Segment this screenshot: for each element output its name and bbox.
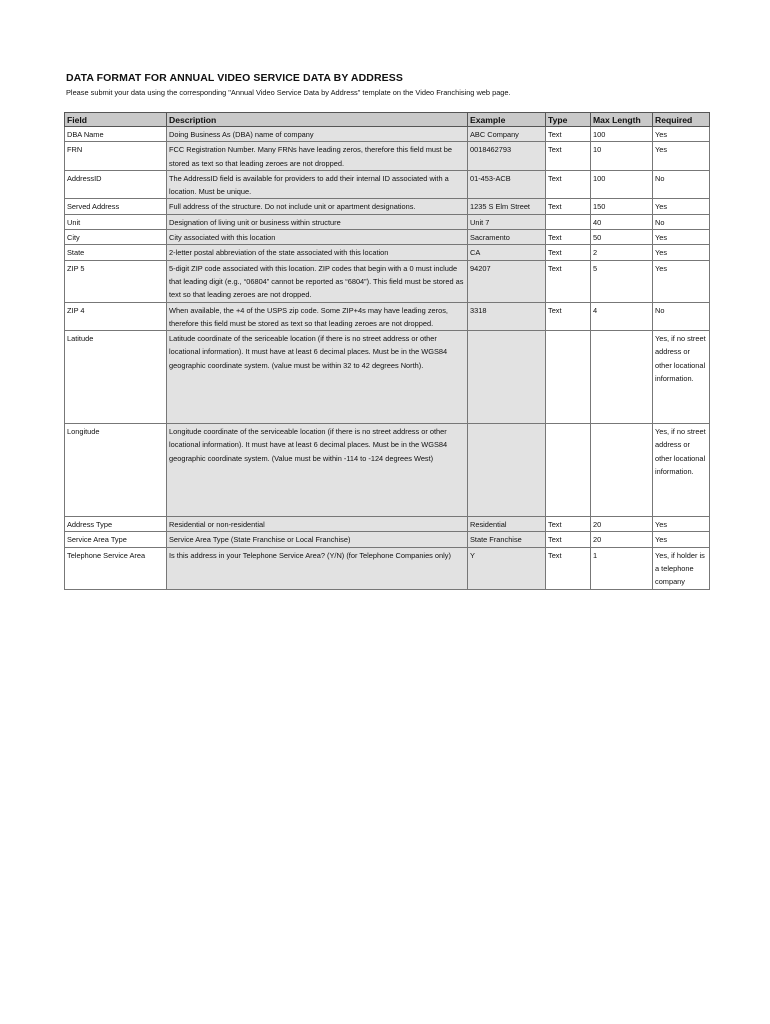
cell-example: Y: [468, 547, 546, 589]
header-description: Description: [167, 113, 468, 127]
cell-max-length: 20: [591, 532, 653, 547]
table-row: [65, 532, 710, 547]
cell-required: No: [653, 302, 710, 331]
cell-example: Sacramento: [468, 230, 546, 245]
cell-description: Residential or non-residential: [167, 517, 468, 532]
cell-type: [546, 424, 591, 517]
cell-field: Unit: [65, 214, 167, 229]
table-row: [65, 517, 710, 532]
cell-field: Latitude: [65, 331, 167, 424]
cell-field: Address Type: [65, 517, 167, 532]
cell-description: FCC Registration Number. Many FRNs have leading zeros, therefore this field must be stored as text so that leading zeroes are not dropped.: [167, 142, 468, 171]
cell-description: Designation of living unit or business within structure: [167, 214, 468, 229]
table-row: [65, 260, 710, 302]
page-subtitle: Please submit your data using the corresponding "Annual Video Service Data by Address" template on the Video Franchising web page.: [66, 88, 511, 97]
cell-required: No: [653, 214, 710, 229]
page-title: DATA FORMAT FOR ANNUAL VIDEO SERVICE DATA BY ADDRESS: [66, 72, 403, 84]
cell-example: 01-453-ACB: [468, 170, 546, 199]
cell-required: Yes: [653, 260, 710, 302]
cell-type: Text: [546, 127, 591, 142]
cell-max-length: [591, 331, 653, 424]
cell-description: 5-digit ZIP code associated with this location. ZIP codes that begin with a 0 must include that leading digit (e.g., “06804” cannot be reported as “6804”). This field must be stored as text so that leading zeroes are not dropped.: [167, 260, 468, 302]
cell-max-length: [591, 424, 653, 517]
table-row: [65, 547, 710, 589]
cell-description: Doing Business As (DBA) name of company: [167, 127, 468, 142]
cell-required: Yes: [653, 230, 710, 245]
cell-field: ZIP 4: [65, 302, 167, 331]
cell-description: The AddressID field is available for providers to add their internal ID associated with a location. Must be unique.: [167, 170, 468, 199]
cell-required: Yes, if no street address or other locational information.: [653, 331, 710, 424]
cell-required: Yes: [653, 245, 710, 260]
cell-type: Text: [546, 517, 591, 532]
cell-example: CA: [468, 245, 546, 260]
cell-max-length: 2: [591, 245, 653, 260]
cell-example: ABC Company: [468, 127, 546, 142]
cell-type: Text: [546, 245, 591, 260]
cell-type: Text: [546, 532, 591, 547]
cell-field: AddressID: [65, 170, 167, 199]
cell-type: Text: [546, 170, 591, 199]
cell-type: [546, 214, 591, 229]
header-required: Required: [653, 113, 710, 127]
cell-required: Yes: [653, 532, 710, 547]
cell-type: Text: [546, 547, 591, 589]
cell-example: 94207: [468, 260, 546, 302]
cell-field: Telephone Service Area: [65, 547, 167, 589]
header-max-length: Max Length: [591, 113, 653, 127]
cell-type: [546, 331, 591, 424]
cell-max-length: 150: [591, 199, 653, 214]
cell-field: Service Area Type: [65, 532, 167, 547]
cell-required: Yes, if no street address or other locational information.: [653, 424, 710, 517]
cell-field: State: [65, 245, 167, 260]
cell-field: Longitude: [65, 424, 167, 517]
table-row: [65, 170, 710, 199]
cell-example: 3318: [468, 302, 546, 331]
cell-description: Service Area Type (State Franchise or Local Franchise): [167, 532, 468, 547]
table-row: [65, 214, 710, 229]
cell-required: Yes, if holder is a telephone company: [653, 547, 710, 589]
cell-example: 0018462793: [468, 142, 546, 171]
cell-max-length: 5: [591, 260, 653, 302]
cell-type: Text: [546, 230, 591, 245]
table-row: [65, 199, 710, 214]
cell-description: Is this address in your Telephone Service Area? (Y/N) (for Telephone Companies only): [167, 547, 468, 589]
table-row: [65, 127, 710, 142]
cell-example: [468, 331, 546, 424]
header-example: Example: [468, 113, 546, 127]
cell-example: Unit 7: [468, 214, 546, 229]
table-row: [65, 230, 710, 245]
cell-type: Text: [546, 142, 591, 171]
cell-description: Full address of the structure. Do not include unit or apartment designations.: [167, 199, 468, 214]
cell-required: Yes: [653, 199, 710, 214]
cell-example: Residential: [468, 517, 546, 532]
cell-description: 2-letter postal abbreviation of the state associated with this location: [167, 245, 468, 260]
table-row: [65, 142, 710, 171]
cell-max-length: 10: [591, 142, 653, 171]
cell-max-length: 100: [591, 170, 653, 199]
cell-example: [468, 424, 546, 517]
cell-field: ZIP 5: [65, 260, 167, 302]
cell-max-length: 4: [591, 302, 653, 331]
header-type: Type: [546, 113, 591, 127]
cell-max-length: 20: [591, 517, 653, 532]
data-format-table: [64, 112, 710, 590]
cell-description: City associated with this location: [167, 230, 468, 245]
cell-type: Text: [546, 302, 591, 331]
cell-field: Served Address: [65, 199, 167, 214]
cell-max-length: 1: [591, 547, 653, 589]
cell-required: Yes: [653, 517, 710, 532]
table-row: [65, 424, 710, 517]
cell-required: Yes: [653, 127, 710, 142]
cell-required: Yes: [653, 142, 710, 171]
cell-description: Latitude coordinate of the sericeable location (if there is no street address or other locational information). It must have at least 6 decimal places. Must be in the WGS84 geographic coordinate system. (value must be within 32 to 42 degrees North).: [167, 331, 468, 424]
cell-type: Text: [546, 199, 591, 214]
cell-field: DBA Name: [65, 127, 167, 142]
cell-required: No: [653, 170, 710, 199]
cell-field: City: [65, 230, 167, 245]
cell-max-length: 100: [591, 127, 653, 142]
cell-description: Longitude coordinate of the serviceable location (if there is no street address or other locational information). It must have at least 6 decimal places. Must be in the WGS84 geographic coordinate system. (Value must be within -114 to -124 degrees West): [167, 424, 468, 517]
table-row: [65, 245, 710, 260]
table-row: [65, 331, 710, 424]
cell-example: 1235 S Elm Street: [468, 199, 546, 214]
header-field: Field: [65, 113, 167, 127]
table-row: [65, 302, 710, 331]
cell-max-length: 50: [591, 230, 653, 245]
cell-field: FRN: [65, 142, 167, 171]
cell-max-length: 40: [591, 214, 653, 229]
table-header-row: [65, 113, 710, 127]
cell-type: Text: [546, 260, 591, 302]
cell-example: State Franchise: [468, 532, 546, 547]
cell-description: When available, the +4 of the USPS zip code. Some ZIP+4s may have leading zeros, therefore this field must be stored as text so that leading zeroes are not dropped.: [167, 302, 468, 331]
